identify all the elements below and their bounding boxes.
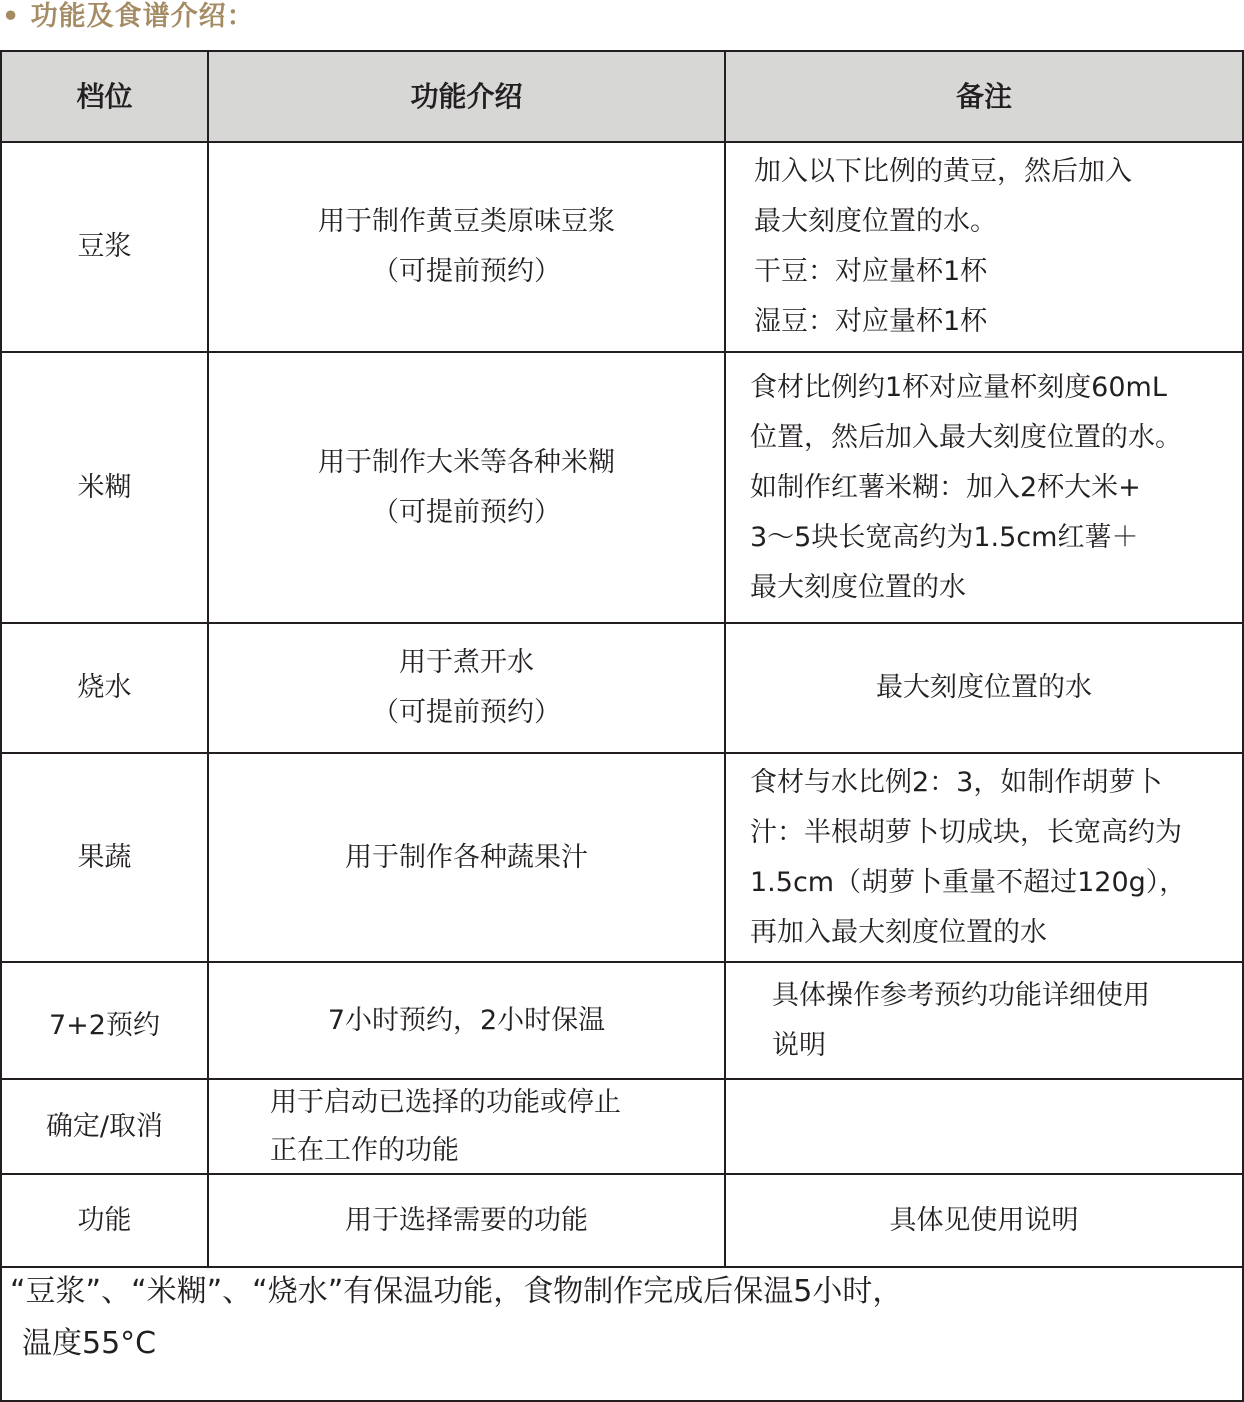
- table-row-mode: [2, 624, 207, 752]
- table-row-function: [209, 754, 724, 961]
- table-row-mode: [2, 143, 207, 351]
- remark-line: 具体见使用说明: [889, 1204, 1079, 1236]
- header-function-label: 功能介绍: [410, 79, 523, 113]
- function-line: 正在工作的功能: [270, 1134, 459, 1166]
- remark-line: 最大刻度位置的水。: [754, 206, 997, 237]
- function-line: （可提前预约）: [372, 256, 561, 287]
- table-row-remark: [750, 353, 1242, 622]
- function-line: 用于选择需要的功能: [345, 1204, 588, 1236]
- remark-line: 食材比例约1杯对应量杯刻度60mL: [750, 371, 1167, 403]
- table-row-mode: [2, 754, 207, 961]
- remark-line: 加入以下比例的黄豆，然后加入: [754, 156, 1132, 187]
- table-row-function: [209, 1175, 724, 1266]
- footer-line: 温度55°C: [22, 1326, 157, 1361]
- remark-line: 湿豆：对应量杯1杯: [754, 306, 988, 337]
- remark-line: 说明: [772, 1029, 826, 1061]
- remark-line: 最大刻度位置的水: [750, 571, 966, 603]
- table-row-remark: [750, 754, 1242, 961]
- function-line: 用于制作大米等各种米糊: [318, 446, 615, 478]
- mode-label: 7+2预约: [49, 1009, 160, 1041]
- section-heading: • 功能及食谱介绍：: [2, 1, 255, 32]
- table-row-mode: [2, 353, 207, 622]
- table-row-remark: [754, 143, 1242, 351]
- mode-label: 烧水: [77, 672, 132, 703]
- header-mode-label: 档位: [76, 79, 133, 113]
- header-function: [209, 52, 724, 141]
- remark-line: 干豆：对应量杯1杯: [754, 256, 988, 287]
- table-row-function: [209, 963, 724, 1078]
- table-footer-note: [10, 1266, 902, 1370]
- table-row-mode: [2, 1080, 207, 1173]
- function-line: （可提前预约）: [372, 496, 561, 528]
- header-remark-label: 备注: [955, 79, 1012, 113]
- remark-line: 最大刻度位置的水: [876, 672, 1092, 703]
- mode-label: 米糊: [77, 471, 132, 503]
- remark-line: 食材与水比例2：3，如制作胡萝卜: [750, 766, 1163, 798]
- table-row-function: [270, 1080, 724, 1173]
- mode-label: 果蔬: [77, 841, 132, 873]
- mode-label: 豆浆: [77, 231, 132, 262]
- footer-line: “豆浆”、“米糊”、“烧水”有保温功能，食物制作完成后保温5小时，: [10, 1274, 903, 1309]
- function-line: 用于煮开水: [399, 647, 534, 678]
- remark-line: 位置，然后加入最大刻度位置的水。: [750, 421, 1182, 453]
- table-row-remark: [726, 1175, 1242, 1266]
- table-row-remark: [726, 624, 1242, 752]
- function-recipe-table: [0, 50, 1244, 1402]
- function-line: 7小时预约，2小时保温: [327, 1004, 606, 1036]
- function-line: 用于制作黄豆类原味豆浆: [318, 206, 615, 237]
- mode-label: 功能: [77, 1204, 132, 1236]
- mode-label: 确定/取消: [45, 1110, 164, 1142]
- table-row-remark: [772, 963, 1242, 1078]
- remark-line: 3～5块长宽高约为1.5cm红薯＋: [750, 521, 1139, 553]
- remark-line: 汁：半根胡萝卜切成块，长宽高约为: [750, 816, 1182, 848]
- remark-line: 1.5cm（胡萝卜重量不超过120g），: [750, 866, 1187, 898]
- table-row-remark: [726, 1080, 1242, 1173]
- function-line: （可提前预约）: [372, 697, 561, 728]
- header-mode: [2, 52, 207, 141]
- table-row-mode: [2, 963, 207, 1078]
- function-line: 用于制作各种蔬果汁: [345, 841, 588, 873]
- remark-line: 如制作红薯米糊：加入2杯大米+: [750, 471, 1141, 503]
- remark-line: 具体操作参考预约功能详细使用: [772, 979, 1150, 1011]
- table-row-mode: [2, 1175, 207, 1266]
- table-row-function: [209, 624, 724, 752]
- remark-line: 再加入最大刻度位置的水: [750, 916, 1047, 948]
- header-remark: [726, 52, 1242, 141]
- table-row-function: [209, 353, 724, 622]
- function-line: 用于启动已选择的功能或停止: [270, 1086, 621, 1118]
- table-row-function: [209, 143, 724, 351]
